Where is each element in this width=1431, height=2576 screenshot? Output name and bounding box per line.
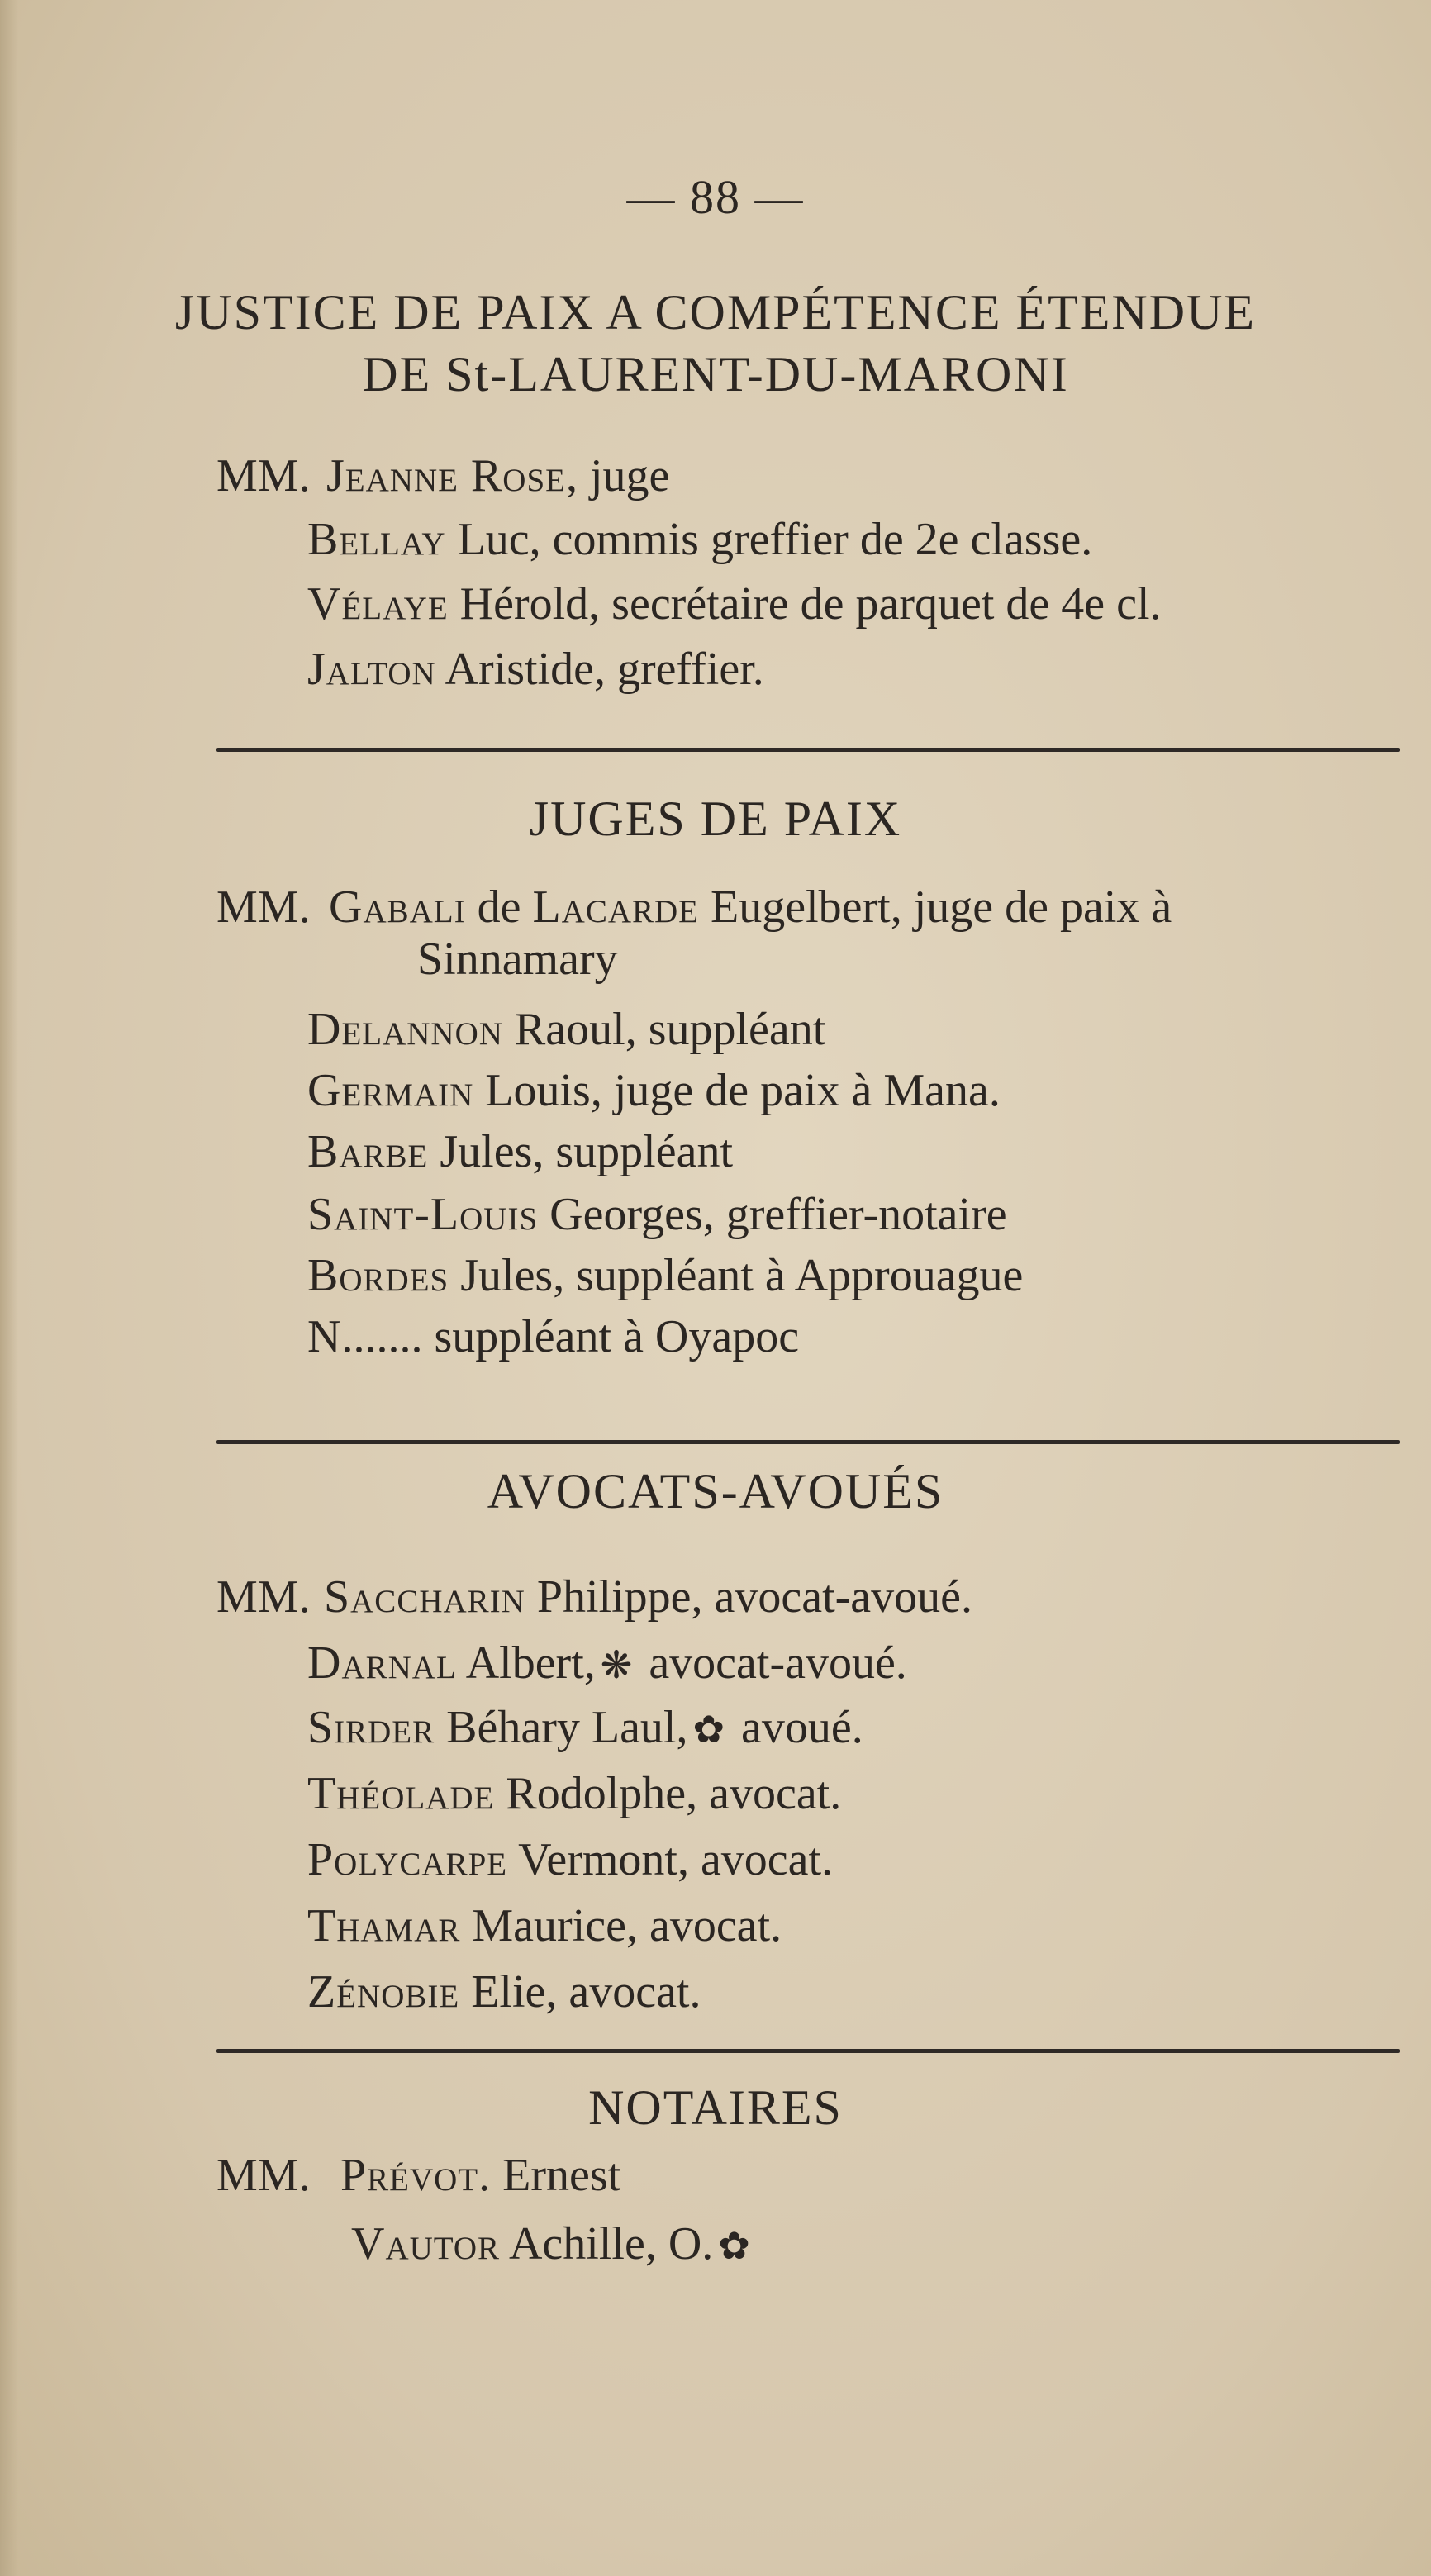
entry-name: Théolade [307,1768,495,1819]
entry-text: Albert, [456,1637,596,1689]
juges-entry-1 [329,882,1172,933]
section-divider [216,1440,1400,1444]
entry-name: Prévot. [340,2150,492,2201]
section-divider [216,2049,1400,2053]
justice-entry-3 [307,578,1162,630]
entry-text: juge [578,450,670,501]
entry-text: Maurice, avocat. [460,1900,782,1951]
entry-text: Hérold, secrétaire de parquet de 4e cl. [448,578,1162,630]
entry-name: Vautor [351,2218,501,2269]
decoration-icon: ✿ [692,1709,725,1751]
entry-name: Vélaye [307,578,449,630]
entry-text-2: avocat-avoué. [637,1637,907,1689]
entry-text: Georges, greffier-notaire [538,1189,1007,1240]
avocats-entry-3 [307,1704,863,1751]
justice-entry-2 [307,516,1092,563]
avocats-entry-4 [307,1770,841,1817]
mm-prefix-avocats: MM. [216,1571,311,1623]
entry-name: Germain [307,1065,474,1116]
juges-entry-4 [307,1126,733,1177]
avocats-entry-6 [307,1900,782,1951]
entry-name: Jalton [307,644,436,695]
notaires-entry-2 [351,2218,755,2269]
justice-entry-4 [307,644,764,695]
section-title-juges: JUGES DE PAIX [529,791,902,846]
section-title-justice-line1: JUSTICE DE PAIX A COMPÉTENCE ÉTENDUE [174,285,1257,340]
entry-name: Saint-Louis [307,1189,539,1240]
avocats-entry-2 [307,1637,907,1689]
entry-name: Sirder [307,1702,435,1753]
entry-text: Ernest [491,2150,621,2201]
entry-name-2: Lacarde [532,882,700,933]
juges-entry-1-continuation: Sinnamary [417,934,618,985]
entry-name: Saccharin [324,1571,525,1623]
juges-entry-7 [307,1311,800,1362]
entry-text: Béhary Laul, [435,1702,688,1753]
entry-name: Thamar [307,1900,461,1951]
decoration-icon: ❋ [600,1644,633,1686]
mm-prefix-juges: MM. [216,882,311,933]
entry-text: ....... suppléant à Oyapoc [341,1311,800,1362]
juges-entry-5 [307,1191,1007,1238]
entry-text: Rodolphe, avocat. [494,1768,842,1819]
section-title-notaires: NOTAIRES [588,2080,843,2135]
decoration-icon: ✿ [718,2225,750,2267]
entry-text: Philippe, avocat-avoué. [525,1571,972,1623]
entry-name: Bellay [307,514,446,565]
entry-text-2: Eugelbert, juge de paix à [699,882,1172,933]
juges-entry-6 [307,1252,1023,1299]
section-title-justice-line2: DE St-LAURENT-DU-MARONI [362,347,1069,402]
entry-text: Jules, suppléant à Approuague [449,1250,1024,1301]
entry-name: Polycarpe [307,1834,508,1885]
avocats-entry-5 [307,1834,834,1885]
entry-text: Louis, juge de paix à Mana. [473,1065,1001,1116]
entry-name: Zénobie [307,1966,460,2018]
entry-text: Elie, avocat. [459,1966,701,2018]
avocats-entry-1 [324,1571,972,1623]
mm-prefix-justice: MM. [216,450,311,501]
section-title-avocats: AVOCATS-AVOUÉS [487,1464,944,1519]
entry-name: Barbe [307,1126,429,1177]
entry-text: Luc, commis greffier de 2e classe. [445,514,1093,565]
entry-name: Darnal [307,1637,457,1689]
entry-text: Jules, suppléant [428,1126,733,1177]
entry-name: Bordes [307,1250,449,1301]
avocats-entry-7 [307,1966,701,2018]
entry-text: de [465,882,533,933]
entry-text-2: avoué. [730,1702,863,1753]
entry-text: Achille, O. [500,2218,714,2269]
entry-text: Vermont, avocat. [507,1834,834,1885]
juges-entry-2 [307,1006,825,1053]
mm-prefix-notaires: MM. [216,2150,311,2201]
entry-name: N [307,1311,342,1362]
notaires-entry-1 [340,2150,621,2201]
page-number: — 88 — [626,170,805,224]
entry-name: Gabali [329,882,466,933]
entry-text: Aristide, greffier. [435,644,764,695]
section-divider [216,748,1400,752]
justice-entry-1 [326,450,670,501]
entry-text: Raoul, suppléant [502,1004,826,1055]
entry-name: Delannon [307,1004,503,1055]
entry-name: Jeanne Rose, [326,450,578,501]
juges-entry-3 [307,1067,1001,1114]
